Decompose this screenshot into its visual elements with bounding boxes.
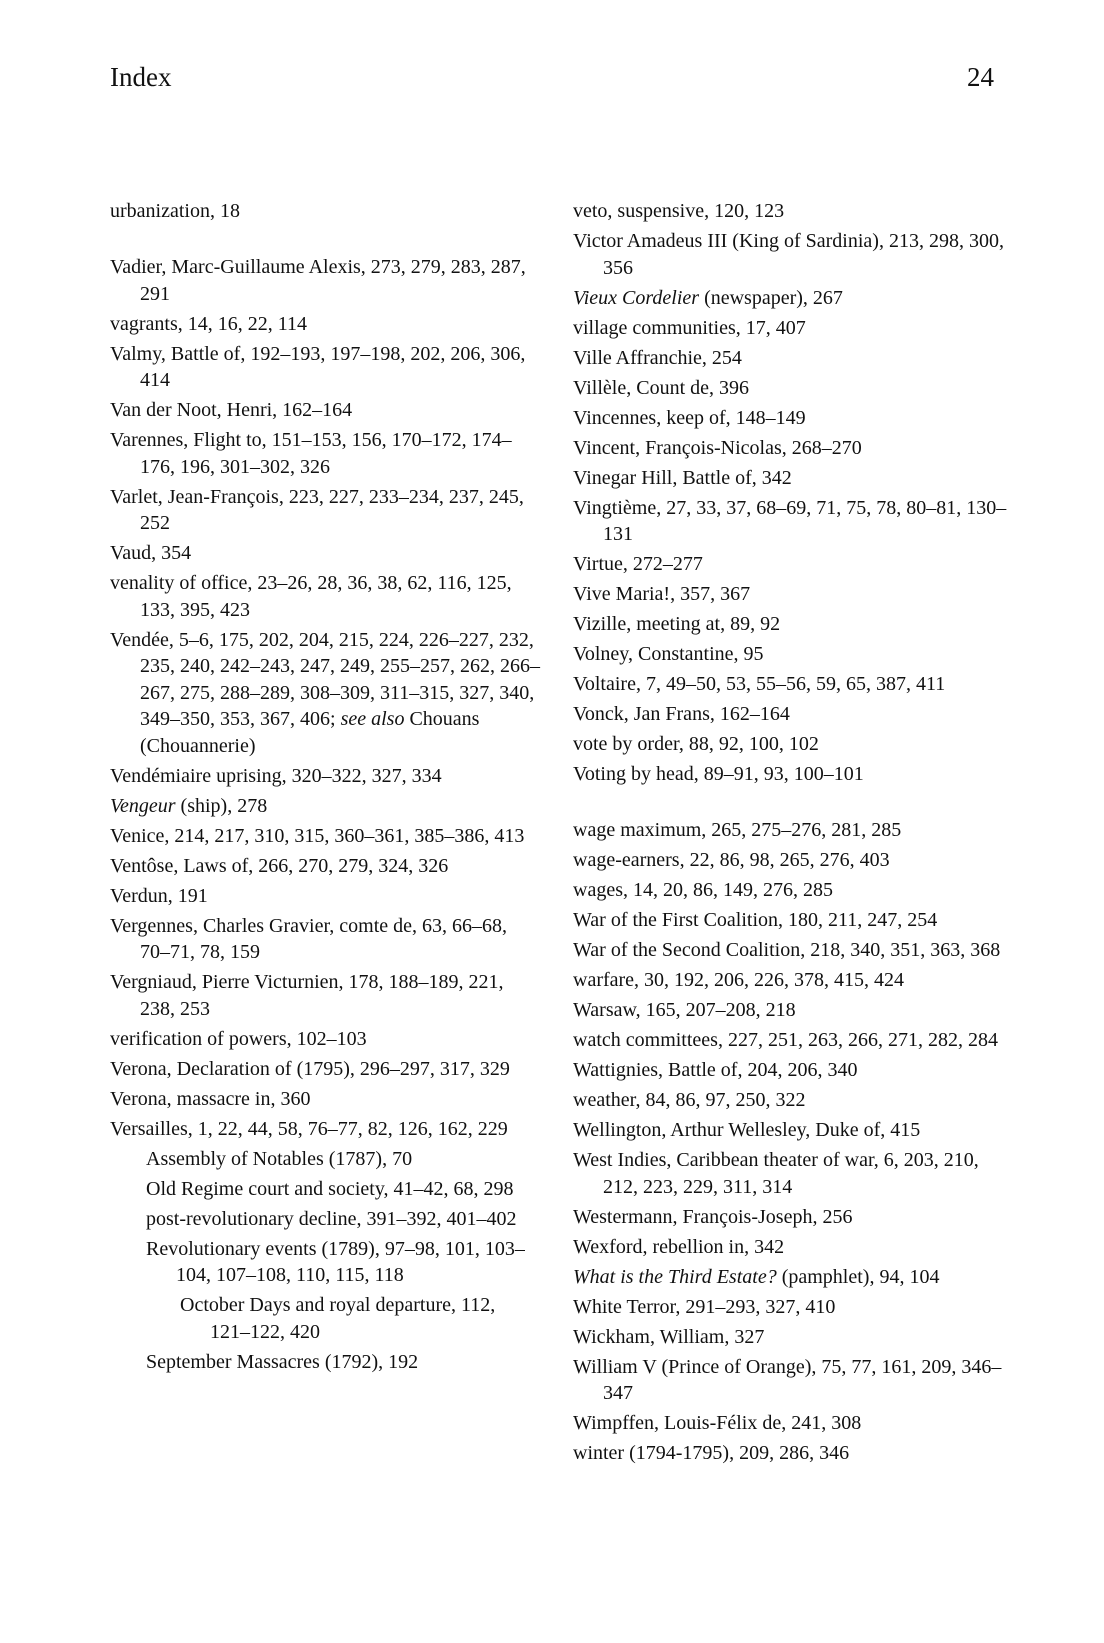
entry-text: Warsaw, 165, 207–208, 218 — [573, 999, 796, 1021]
entry-text: (newspaper), 267 — [699, 286, 843, 309]
index-entry — [573, 1234, 1013, 1261]
entry-text: October Days and royal departure, 112, 121–122, 420 — [180, 1294, 496, 1343]
entry-text: Vinegar Hill, Battle of, 342 — [573, 466, 792, 489]
index-entry — [573, 465, 1013, 492]
index-column-right — [573, 198, 1013, 1470]
index-entry — [110, 540, 540, 567]
entry-text: Valmy, Battle of, 192–193, 197–198, 202, 206, 306, 414 — [110, 342, 526, 391]
entry-see-also: see also — [340, 708, 405, 730]
entry-text: Voltaire, 7, 49–50, 53, 55–56, 59, 65, 387, 411 — [573, 673, 946, 695]
index-entry — [110, 254, 540, 307]
entry-text: Vincennes, keep of, 148–149 — [573, 406, 806, 429]
entry-text: War of the Second Coalition, 218, 340, 351, 363, 368 — [573, 939, 1001, 961]
index-entry — [110, 397, 540, 424]
entry-italic-title: What is the Third Estate? — [573, 1265, 777, 1288]
index-entry — [573, 1087, 1013, 1114]
index-entry — [573, 967, 1013, 994]
index-subentry — [110, 1292, 540, 1345]
entry-text: Virtue, 272–277 — [573, 553, 703, 575]
entry-text: Wellington, Arthur Wellesley, Duke of, 415 — [573, 1119, 921, 1141]
entry-text: Vergennes, Charles Gravier, comte de, 63, 66–68, 70–71, 78, 159 — [110, 914, 508, 963]
entry-text: Varennes, Flight to, 151–153, 156, 170–172, 174–176, 196, 301–302, 326 — [110, 429, 512, 478]
entry-text: (ship), 278 — [175, 794, 268, 817]
entry-text: West Indies, Caribbean theater of war, 6, 203, 210, 212, 223, 229, 311, 314 — [573, 1149, 979, 1198]
index-entry — [110, 484, 540, 537]
entry-text: vagrants, 14, 16, 22, 114 — [110, 312, 308, 335]
index-entry — [110, 1086, 540, 1113]
letter-group-spacer — [110, 228, 540, 254]
entry-text: Villèle, Count de, 396 — [573, 376, 749, 399]
index-entry — [110, 763, 540, 790]
entry-italic-title: Vieux Cordelier — [573, 286, 700, 309]
entry-text: venality of office, 23–26, 28, 36, 38, 62, 116, 125, 133, 395, 423 — [110, 572, 512, 621]
entry-text: wage maximum, 265, 275–276, 281, 285 — [573, 819, 902, 841]
index-entry — [573, 731, 1013, 758]
index-entry — [110, 853, 540, 880]
entry-text: wage-earners, 22, 86, 98, 265, 276, 403 — [573, 849, 890, 871]
letter-group-spacer — [573, 791, 1013, 817]
index-column-left — [110, 198, 540, 1379]
index-entry — [110, 823, 540, 850]
entry-text: Versailles, 1, 22, 44, 58, 76–77, 82, 126, 162, 229 — [110, 1117, 508, 1140]
entry-text: warfare, 30, 192, 206, 226, 378, 415, 424 — [573, 969, 905, 991]
entry-text: village communities, 17, 407 — [573, 316, 806, 339]
index-entry — [573, 375, 1013, 402]
index-entry — [573, 1147, 1013, 1200]
entry-text: Wattignies, Battle of, 204, 206, 340 — [573, 1059, 858, 1081]
index-entry — [110, 198, 540, 225]
index-entry — [573, 817, 1013, 844]
entry-text: vote by order, 88, 92, 100, 102 — [573, 733, 819, 755]
entry-text: Vergniaud, Pierre Victurnien, 178, 188–189, 221, 238, 253 — [110, 971, 504, 1020]
index-entry — [573, 1294, 1013, 1321]
index-entry — [573, 435, 1013, 462]
entry-text: Old Regime court and society, 41–42, 68, 298 — [146, 1177, 514, 1200]
entry-text: Vive Maria!, 357, 367 — [573, 583, 751, 605]
entry-text: William V (Prince of Orange), 75, 77, 161, 209, 346–347 — [573, 1355, 1002, 1404]
index-entry — [573, 315, 1013, 342]
entry-text: Verona, Declaration of (1795), 296–297, 317, 329 — [110, 1057, 510, 1080]
entry-text: Vadier, Marc-Guillaume Alexis, 273, 279, 283, 287, 291 — [110, 256, 526, 305]
index-subentry — [110, 1236, 540, 1289]
index-entry — [110, 883, 540, 910]
index-entry — [573, 997, 1013, 1024]
index-entry — [110, 793, 540, 820]
index-entry — [110, 969, 540, 1022]
index-entry — [110, 1026, 540, 1053]
entry-text: Victor Amadeus III (King of Sardinia), 213, 298, 300, 356 — [573, 230, 1004, 279]
index-entry — [573, 228, 1013, 281]
entry-italic-title: Vengeur — [110, 794, 176, 817]
index-entry — [110, 1116, 540, 1143]
index-entry — [573, 1057, 1013, 1084]
index-entry — [573, 937, 1013, 964]
entry-text: veto, suspensive, 120, 123 — [573, 200, 785, 222]
index-entry — [573, 1410, 1013, 1437]
index-subentry — [110, 1349, 540, 1376]
entry-text: Wimpffen, Louis-Félix de, 241, 308 — [573, 1412, 862, 1434]
entry-text: Volney, Constantine, 95 — [573, 643, 764, 665]
page-number: 24 — [967, 62, 994, 92]
entry-text: Westermann, François-Joseph, 256 — [573, 1205, 853, 1228]
index-entry — [573, 671, 1013, 698]
index-subentry — [110, 1206, 540, 1233]
entry-text: (pamphlet), 94, 104 — [776, 1265, 940, 1288]
index-entry — [573, 495, 1013, 548]
index-entry — [110, 627, 540, 760]
index-entry — [573, 1440, 1013, 1467]
index-entry — [110, 341, 540, 394]
entry-text: Voting by head, 89–91, 93, 100–101 — [573, 763, 864, 785]
index-entry — [573, 581, 1013, 608]
index-entry — [573, 1324, 1013, 1351]
entry-text: Vizille, meeting at, 89, 92 — [573, 613, 781, 635]
index-entry — [573, 877, 1013, 904]
entry-text: Revolutionary events (1789), 97–98, 101, 103–104, 107–108, 110, 115, 118 — [146, 1237, 525, 1286]
page-header-title: Index — [110, 62, 172, 92]
entry-text: Vaud, 354 — [110, 542, 192, 564]
index-entry — [573, 1117, 1013, 1144]
entry-text: Wickham, William, 327 — [573, 1325, 765, 1348]
entry-text: Van der Noot, Henri, 162–164 — [110, 399, 353, 421]
entry-text: Vonck, Jan Frans, 162–164 — [573, 703, 790, 725]
entry-text: verification of powers, 102–103 — [110, 1027, 367, 1050]
entry-text: watch committees, 227, 251, 263, 266, 271, 282, 284 — [573, 1029, 998, 1051]
index-entry — [573, 285, 1013, 312]
index-entry — [573, 847, 1013, 874]
index-entry — [573, 1354, 1013, 1407]
index-entry — [573, 198, 1013, 225]
entry-text: Wexford, rebellion in, 342 — [573, 1235, 785, 1258]
index-entry — [573, 641, 1013, 668]
entry-cross-reference: Chouans (Chouannerie) — [140, 708, 480, 757]
index-entry — [573, 701, 1013, 728]
entry-text: Ville Affranchie, 254 — [573, 346, 742, 369]
index-entry — [110, 570, 540, 623]
entry-text: Vincent, François-Nicolas, 268–270 — [573, 436, 862, 459]
index-subentry — [110, 1146, 540, 1173]
entry-text: September Massacres (1792), 192 — [146, 1350, 419, 1373]
index-entry — [573, 1264, 1013, 1291]
index-entry — [573, 611, 1013, 638]
entry-text: Vendée, 5–6, 175, 202, 204, 215, 224, 226–227, 232, 235, 240, 242–243, 247, 249, 255–257, 262, 266–267, 275, 288–289, 308–309, 311–315, 327, 340, 349–350, 353, 367, 406; — [110, 628, 540, 730]
entry-text: wages, 14, 20, 86, 149, 276, 285 — [573, 879, 833, 901]
index-entry — [110, 427, 540, 480]
entry-text: Verdun, 191 — [110, 884, 208, 907]
entry-text: War of the First Coalition, 180, 211, 247, 254 — [573, 909, 938, 931]
index-entry — [573, 405, 1013, 432]
entry-text: Venice, 214, 217, 310, 315, 360–361, 385–386, 413 — [110, 824, 525, 847]
index-subentry — [110, 1176, 540, 1203]
index-entry — [573, 1204, 1013, 1231]
entry-text: Varlet, Jean-François, 223, 227, 233–234, 237, 245, 252 — [110, 485, 524, 534]
index-entry — [110, 1056, 540, 1083]
entry-text: White Terror, 291–293, 327, 410 — [573, 1295, 836, 1318]
index-entry — [110, 311, 540, 338]
index-entry — [573, 1027, 1013, 1054]
entry-text: weather, 84, 86, 97, 250, 322 — [573, 1089, 806, 1111]
entry-text: Ventôse, Laws of, 266, 270, 279, 324, 326 — [110, 854, 449, 877]
entry-text: Verona, massacre in, 360 — [110, 1087, 311, 1110]
entry-text: Vingtième, 27, 33, 37, 68–69, 71, 75, 78, 80–81, 130–131 — [573, 496, 1007, 545]
entry-text: post-revolutionary decline, 391–392, 401–402 — [146, 1207, 517, 1230]
entry-text: Vendémiaire uprising, 320–322, 327, 334 — [110, 764, 442, 787]
index-entry — [573, 761, 1013, 788]
entry-text: winter (1794-1795), 209, 286, 346 — [573, 1442, 850, 1464]
entry-text: Assembly of Notables (1787), 70 — [146, 1147, 413, 1170]
index-entry — [110, 913, 540, 966]
entry-text: urbanization, 18 — [110, 200, 240, 222]
index-entry — [573, 551, 1013, 578]
index-entry — [573, 907, 1013, 934]
index-entry — [573, 345, 1013, 372]
